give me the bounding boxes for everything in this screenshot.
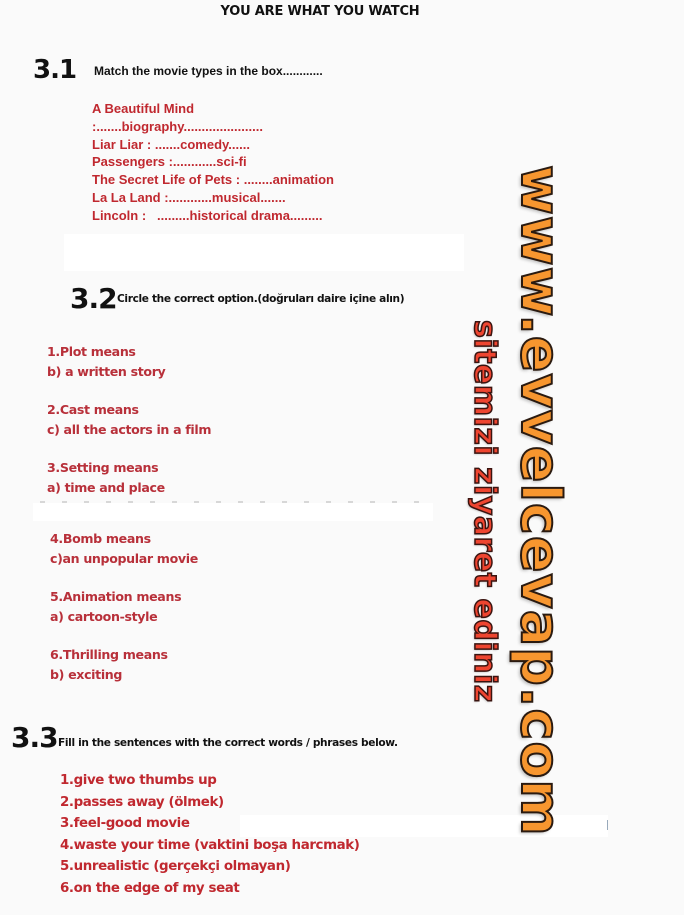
watermark-url: www.evvelcevap.com [509, 165, 572, 837]
question-text: 2.Cast means [47, 402, 139, 417]
list-item: A Beautiful Mind [92, 101, 195, 116]
answer-text: a) time and place [47, 479, 165, 495]
section-3-1-number: 3.1 [33, 55, 77, 85]
page-title: YOU ARE WHAT YOU WATCH [220, 4, 420, 19]
question-item [47, 342, 165, 381]
question-text: 4.Bomb means [50, 531, 151, 546]
blank-patch [33, 503, 433, 521]
answer-text: c)an unpopular movie [50, 550, 198, 566]
section-3-2-instruction: Circle the correct option.(doğruları daire içine alın) [117, 293, 405, 305]
list-item: The Secret Life of Pets : ........animation [92, 172, 334, 188]
list-item: La La Land :............musical....... [92, 189, 286, 205]
section-3-3-number: 3.3 [11, 721, 58, 754]
watermark-tagline: sitemizi ziyaret ediniz [467, 320, 502, 703]
divider [607, 820, 608, 830]
answer-text: b) exciting [50, 666, 123, 682]
section-3-3-instruction: Fill in the sentences with the correct words / phrases below. [58, 737, 398, 749]
question-text: 5.Animation means [50, 589, 182, 604]
question-text: 3.Setting means [47, 460, 159, 475]
section-3-2-number: 3.2 [70, 282, 117, 315]
question-item [50, 529, 198, 568]
movie-type-list [92, 100, 334, 225]
answer-text: c) all the actors in a film [47, 421, 212, 437]
list-item: 1.give two thumbs up [60, 773, 217, 788]
phrase-list [60, 770, 359, 900]
question-item [50, 587, 181, 626]
list-item: 2.passes away (ölmek) [60, 794, 224, 810]
list-item: Lincoln : .........historical drama......... [92, 207, 323, 223]
list-item: 6.on the edge of my seat [60, 880, 240, 896]
list-item: 4.waste your time (vaktini boşa harcmak) [60, 837, 360, 853]
question-item [50, 645, 168, 684]
list-item: 3.feel-good movie [60, 816, 190, 832]
section-3-1-instruction: Match the movie types in the box............ [94, 64, 323, 78]
answer-text: a) cartoon-style [50, 608, 158, 624]
question-item [47, 458, 165, 497]
blank-patch [64, 234, 464, 271]
list-item: Liar Liar : .......comedy...... [92, 136, 250, 152]
list-item: 5.unrealistic (gerçekçi olmayan) [60, 859, 291, 875]
list-item: :.......biography...................... [92, 118, 263, 134]
question-text: 6.Thrilling means [50, 647, 168, 662]
question-item [47, 400, 211, 439]
answer-text: b) a written story [47, 363, 166, 379]
list-item: Passengers :............sci-fi [92, 154, 247, 170]
question-text: 1.Plot means [47, 344, 136, 359]
